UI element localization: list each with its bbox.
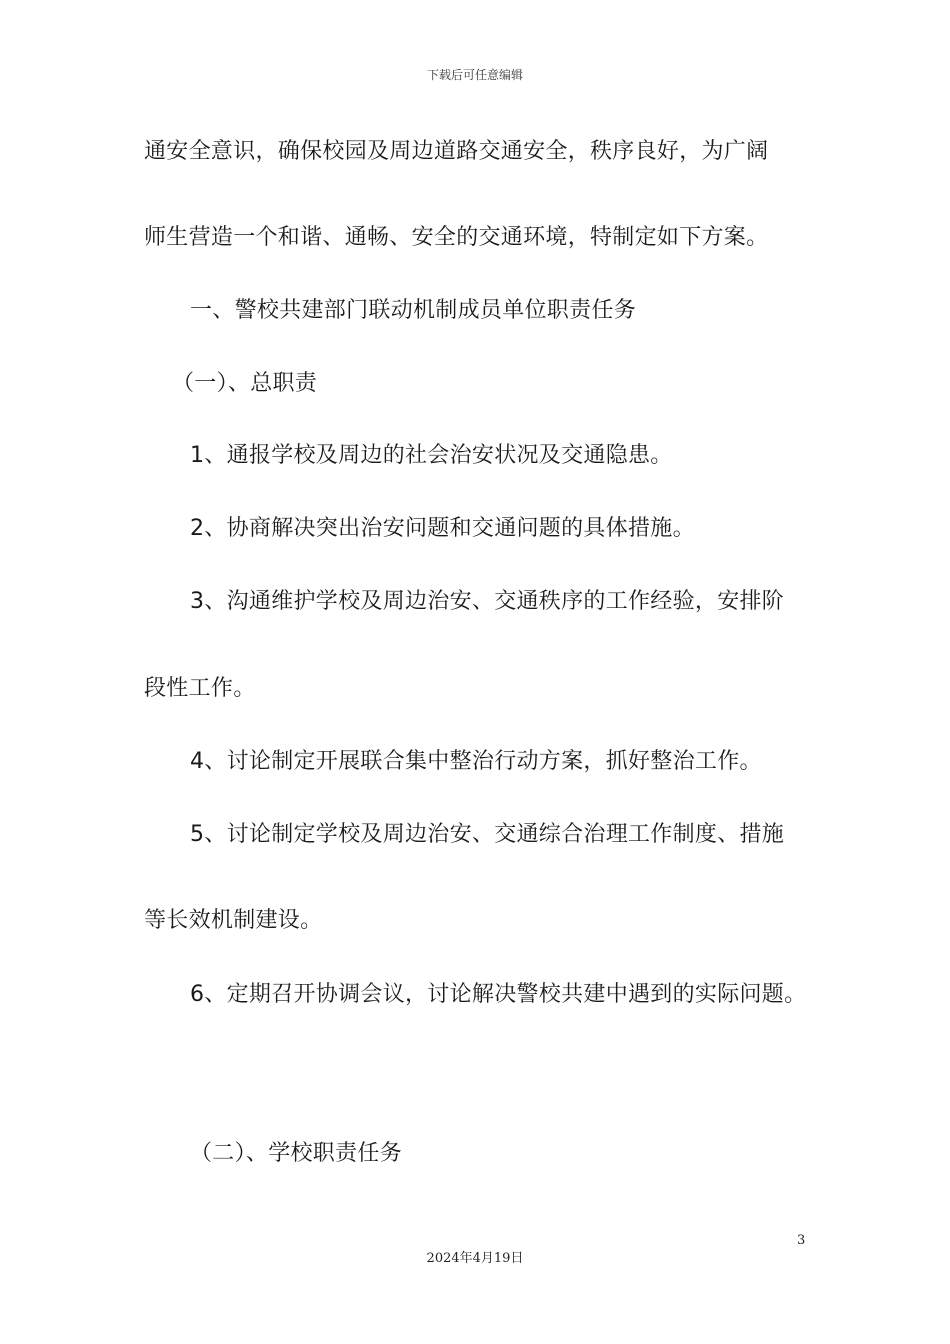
list-item-continuation: 等长效机制建设。: [144, 908, 323, 933]
page-header: 下载后可任意编辑: [426, 68, 523, 82]
list-item: 6、定期召开协调会议，讨论解决警校共建中遇到的实际问题。: [190, 982, 807, 1007]
paragraph-line: 通安全意识，确保校园及周边道路交通安全，秩序良好，为广阔: [144, 139, 769, 164]
section-heading: 一、警校共建部门联动机制成员单位职责任务: [190, 298, 637, 323]
list-item: 4、讨论制定开展联合集中整治行动方案，抓好整治工作。: [190, 749, 762, 774]
list-item: 5、讨论制定学校及周边治安、交通综合治理工作制度、措施: [190, 822, 785, 847]
list-item: 2、协商解决突出治安问题和交通问题的具体措施。: [190, 516, 695, 541]
paragraph-line: 师生营造一个和谐、通畅、安全的交通环境，特制定如下方案。: [144, 225, 769, 250]
subsection-heading: （一）、总职责: [172, 371, 318, 396]
list-item: 3、沟通维护学校及周边治安、交通秩序的工作经验，安排阶: [190, 589, 785, 614]
page-number: 3: [797, 1233, 806, 1248]
page-date: 2024年4月19日: [426, 1251, 524, 1266]
list-item: 1、通报学校及周边的社会治安状况及交通隐患。: [190, 443, 673, 468]
list-item-continuation: 段性工作。: [144, 676, 256, 701]
subsection-heading: （二）、学校职责任务: [190, 1141, 403, 1166]
